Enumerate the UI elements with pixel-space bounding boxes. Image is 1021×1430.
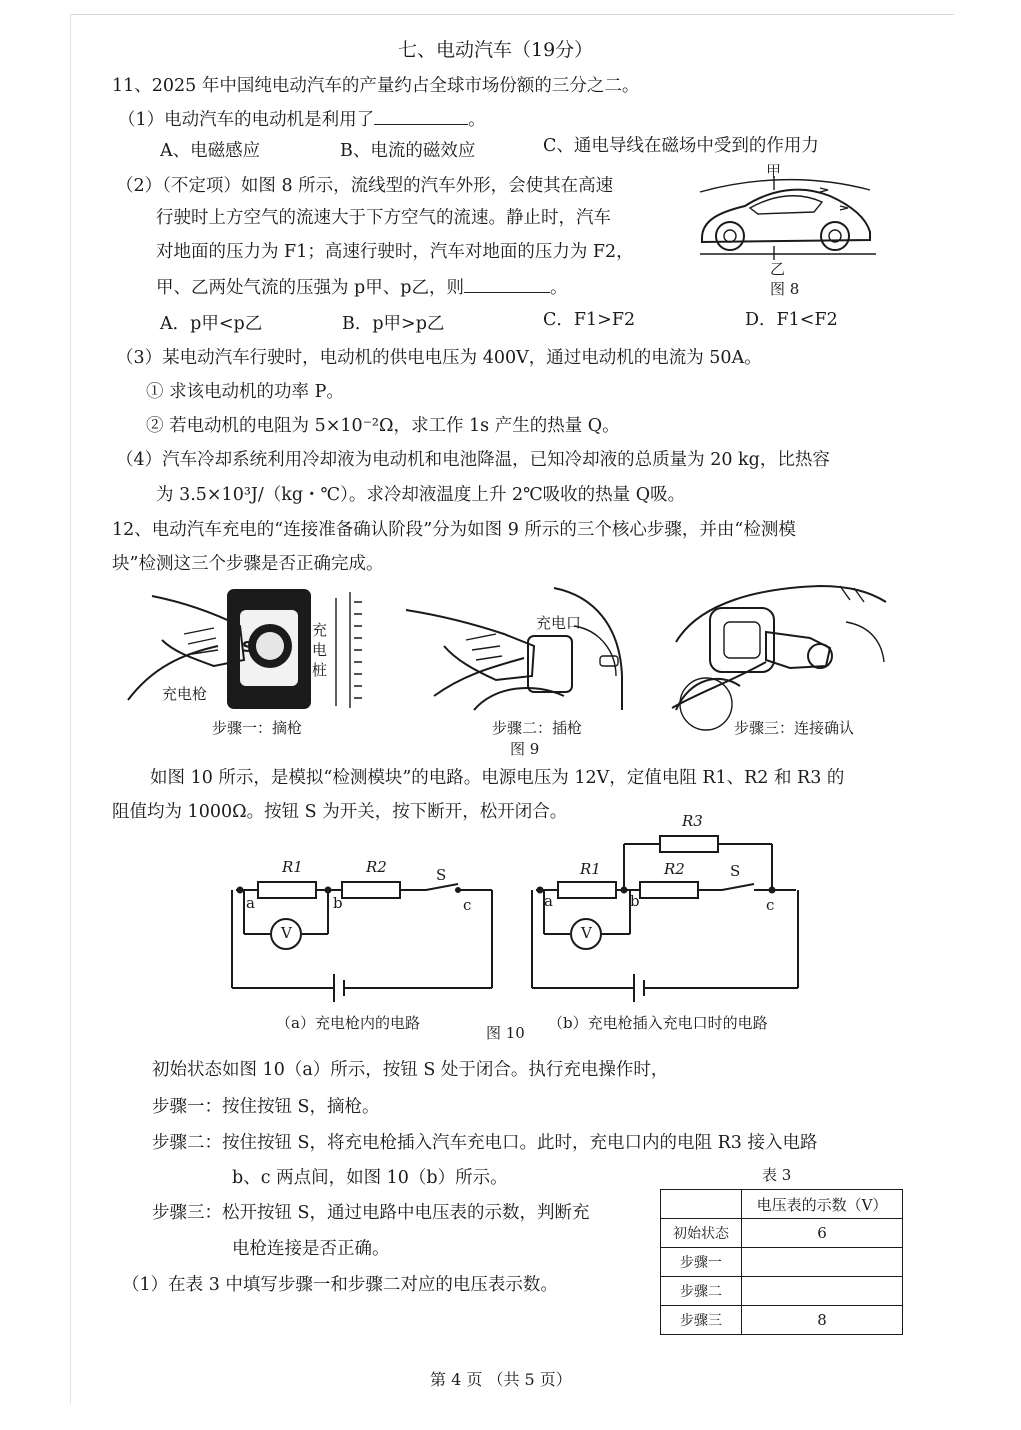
figure-9-label-pile [312, 620, 327, 680]
q11-part2-end: 。 [549, 278, 568, 298]
q11-part1-option-b: B、电流的磁效应 [340, 141, 476, 161]
table-row [661, 1306, 903, 1335]
q12-intro-line2: 阻值均为 1000Ω。按钮 S 为开关，按下断开，松开闭合。 [112, 802, 568, 822]
figure-10a-circuit [228, 856, 498, 998]
figure-9-step1-caption: 步骤一：摘枪 [212, 719, 303, 737]
pile-char-2: 电 [312, 641, 328, 659]
q12-initial-state: 初始状态如图 10（a）所示，按钮 S 处于闭合。执行充电操作时， [152, 1060, 669, 1080]
q11-part2-option-b: B．p甲>p乙 [342, 314, 445, 334]
section-title: 七、电动汽车（19分） [398, 39, 594, 61]
q12-step2-line1: 步骤二：按住按钮 S，将充电枪插入汽车充电口。此时，充电口内的电阻 R3 接入电路 [152, 1133, 818, 1153]
q11-part2-line4-text: 甲、乙两处气流的压强为 p甲、p乙，则 [156, 278, 464, 298]
fig10a-label-a: a [246, 894, 255, 912]
figure-8-label-jia: 甲 [766, 162, 782, 180]
resistor-r3 [660, 836, 718, 852]
voltage-answer-cell[interactable] [742, 1248, 903, 1277]
q11-part1-end: 。 [468, 110, 486, 130]
voltage-value: 8 [742, 1306, 903, 1335]
q12-part1: （1）在表 3 中填写步骤一和步骤二对应的电压表示数。 [122, 1275, 558, 1295]
voltage-answer-cell[interactable] [742, 1277, 903, 1306]
table-row [661, 1248, 903, 1277]
q12-step3-line1: 步骤三：松开按钮 S，通过电路中电压表的示数，判断充 [152, 1203, 590, 1223]
q12-step2-line2: b、c 两点间，如图 10（b）所示。 [232, 1168, 508, 1188]
figure-9-label-port: 充电口 [536, 614, 582, 632]
q11-part3: （3）某电动汽车行驶时，电动机的供电电压为 400V，通过电动机的电流为 50A。 [116, 348, 762, 368]
q12-stem-line1: 12、电动汽车充电的“连接准备确认阶段”分为如图 9 所示的三个核心步骤，并由“检测模 [112, 520, 796, 540]
q11-part1 [118, 106, 486, 132]
table-header: 电压表的示数（V） [742, 1190, 903, 1219]
table-row [661, 1190, 903, 1219]
fig10b-label-c: c [766, 896, 775, 914]
row-label: 步骤三 [661, 1306, 742, 1335]
fig10a-label-s: S [436, 866, 447, 884]
figure-9-step2-illustration [404, 586, 626, 712]
resistor-r2 [640, 882, 698, 898]
row-label: 初始状态 [661, 1219, 742, 1248]
q11-part2-line1: （2）（不定项）如图 8 所示，流线型的汽车外形，会使其在高速 [116, 176, 614, 196]
q11-part2-option-c: C．F1>F2 [543, 310, 636, 330]
figure-10b-caption: （b）充电枪插入充电口时的电路 [548, 1014, 768, 1032]
figure-10a-caption: （a）充电枪内的电路 [276, 1014, 420, 1032]
fig10a-label-r2: R2 [366, 858, 387, 876]
table-corner-cell [661, 1190, 742, 1219]
fig10a-label-c: c [463, 896, 472, 914]
pile-char-1: 充 [312, 621, 328, 639]
q12-step3-line2: 电枪连接是否正确。 [232, 1239, 390, 1259]
table-3-title: 表 3 [762, 1166, 792, 1184]
q12-stem-line2: 块”检测这三个步骤是否正确完成。 [112, 554, 384, 574]
figure-9-step3-caption: 步骤三：连接确认 [734, 719, 855, 737]
q11-part4-line1: （4）汽车冷却系统利用冷却液为电动机和电池降温，已知冷却液的总质量为 20 kg，比热容 [116, 450, 830, 470]
q12-step1: 步骤一：按住按钮 S，摘枪。 [152, 1097, 380, 1117]
q11-part3-sub2: ② 若电动机的电阻为 5×10⁻²Ω，求工作 1s 产生的热量 Q。 [146, 416, 620, 436]
q11-part2-line2: 行驶时上方空气的流速大于下方空气的流速。静止时，汽车 [156, 208, 611, 228]
resistor-r2 [342, 882, 400, 898]
q11-part1-option-a: A、电磁感应 [160, 141, 261, 161]
table-row [661, 1219, 903, 1248]
fig10b-label-b: b [630, 892, 640, 910]
page-footer: 第 4 页 （共 5 页） [430, 1370, 572, 1389]
figure-9-label-gun: 充电枪 [162, 685, 208, 703]
figure-9-step2-caption: 步骤二：插枪 [492, 719, 583, 737]
q11-part2-option-d: D．F1<F2 [745, 310, 838, 330]
q11-part2-line4 [156, 274, 567, 300]
q11-part1-option-c: C、通电导线在磁场中受到的作用力 [543, 136, 819, 156]
row-label: 步骤一 [661, 1248, 742, 1277]
page-top-edge [70, 14, 954, 15]
q11-part2-option-a: A．p甲<p乙 [160, 314, 263, 334]
q11-part2-line3: 对地面的压力为 F1；高速行驶时，汽车对地面的压力为 F2， [156, 242, 634, 262]
fig10a-label-b: b [333, 894, 343, 912]
answer-blank[interactable] [374, 106, 468, 125]
figure-10b-circuit [526, 830, 806, 998]
figure-10-caption: 图 10 [486, 1024, 525, 1042]
pile-char-3: 桩 [312, 661, 328, 679]
q11-part4-line2: 为 3.5×10³J/（kg・℃）。求冷却液温度上升 2℃吸收的热量 Q吸。 [156, 485, 686, 505]
figure-9-caption: 图 9 [510, 740, 540, 758]
resistor-r1 [258, 882, 316, 898]
table-3 [660, 1189, 903, 1335]
fig10b-label-r1: R1 [580, 860, 601, 878]
fig10a-label-r1: R1 [282, 858, 303, 876]
resistor-r1 [558, 882, 616, 898]
answer-blank[interactable] [464, 274, 550, 293]
fig10a-voltmeter-label: V [281, 924, 292, 942]
table-row [661, 1277, 903, 1306]
q11-part1-text: （1）电动汽车的电动机是利用了 [118, 110, 375, 130]
figure-8-label-yi: 乙 [770, 260, 786, 278]
voltage-value: 6 [742, 1219, 903, 1248]
q11-part3-sub1: ① 求该电动机的功率 P。 [146, 382, 344, 402]
fig10b-label-r2: R2 [664, 860, 685, 878]
figure-8-caption: 图 8 [770, 280, 800, 298]
q11-stem: 11、2025 年中国纯电动汽车的产量约占全球市场份额的三分之二。 [112, 76, 640, 96]
fig10b-label-s: S [730, 862, 741, 880]
q12-intro-line1: 如图 10 所示，是模拟“检测模块”的电路。电源电压为 12V，定值电阻 R1、R2 和 R3 的 [150, 768, 845, 788]
fig10b-label-a: a [544, 892, 553, 910]
row-label: 步骤二 [661, 1277, 742, 1306]
page-left-edge [70, 14, 71, 1404]
figure-9-step3-illustration [670, 582, 890, 712]
figure-9-label-s: S [242, 638, 253, 656]
fig10b-voltmeter-label: V [581, 924, 592, 942]
fig10b-label-r3: R3 [682, 812, 703, 830]
